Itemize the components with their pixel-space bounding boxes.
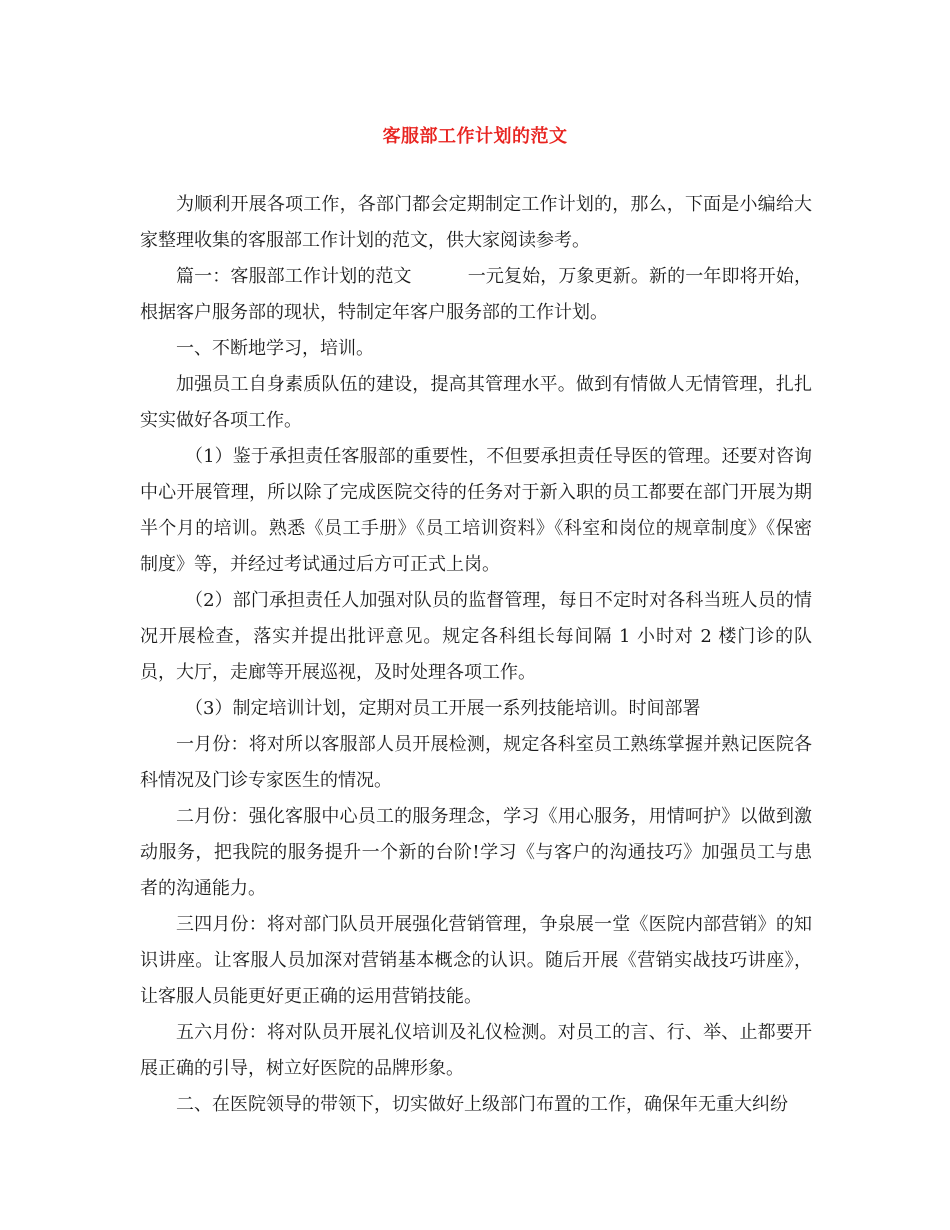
paragraph-item-3: （3）制定培训计划，定期对员工开展一系列技能培训。时间部署 <box>185 698 701 719</box>
paragraph-intro: 为顺利开展各项工作，各部门都会定期制定工作计划的，那么，下面是小编给大家整理收集的客服部工作计划的范文，供大家阅读参考。 <box>140 194 812 251</box>
paragraph-item-2: （2）部门承担责任人加强对队员的监督管理，每日不定时对各科当班人员的情况开展检查，落实并提出批评意见。规定各科组长每间隔 1 小时对 2 楼门诊的队员，大厅，走廊等开展巡视，及时处理各项工作。 <box>140 590 812 683</box>
paragraph-heading-leadership: 二、在医院领导的带领下，切实做好上级部门布置的工作，确保年无重大纠纷 <box>176 1094 788 1115</box>
paragraph-heading-learning: 一、不断地学习，培训。 <box>176 338 374 359</box>
section-one-intro: 一元复始，万象更新。新的一年即将开始，根据客户服务部的现状，特制定年客户服务部的工作计划。 <box>140 266 812 323</box>
paragraph-staff-quality: 加强员工自身素质队伍的建设，提高其管理水平。做到有情做人无情管理，扎扎实实做好各项工作。 <box>140 374 812 431</box>
paragraph-may-june: 五六月份：将对队员开展礼仪培训及礼仪检测。对员工的言、行、举、止都要开展正确的引导，树立好医院的品牌形象。 <box>140 1022 812 1079</box>
section-one-heading: 篇一：客服部工作计划的范文 <box>176 266 412 287</box>
paragraph-february: 二月份：强化客服中心员工的服务理念，学习《用心服务，用情呵护》以做到激动服务，把我院的服务提升一个新的台阶!学习《与客户的沟通技巧》加强员工与患者的沟通能力。 <box>140 806 812 899</box>
paragraph-march-april: 三四月份：将对部门队员开展强化营销管理，争泉展一堂《医院内部营销》的知识讲座。让客服人员加深对营销基本概念的认识。随后开展《营销实战技巧讲座》，让客服人员能更好更正确的运用营销技能。 <box>140 914 812 1007</box>
paragraph-section-one <box>140 259 812 331</box>
paragraph-january: 一月份：将对所以客服部人员开展检测，规定各科室员工熟练掌握并熟记医院各科情况及门诊专家医生的情况。 <box>140 734 812 791</box>
paragraph-item-1: （1）鉴于承担责任客服部的重要性，不但要承担责任导医的管理。还要对咨询中心开展管理，所以除了完成医院交待的任务对于新入职的员工都要在部门开展为期半个月的培训。熟悉《员工手册》《员工培训资料》《科室和岗位的规章制度》《保密制度》等，并经过考试通过后方可正式上岗。 <box>140 446 812 575</box>
page-title: 客服部工作计划的范文 <box>382 126 568 147</box>
document-body <box>140 187 812 1123</box>
